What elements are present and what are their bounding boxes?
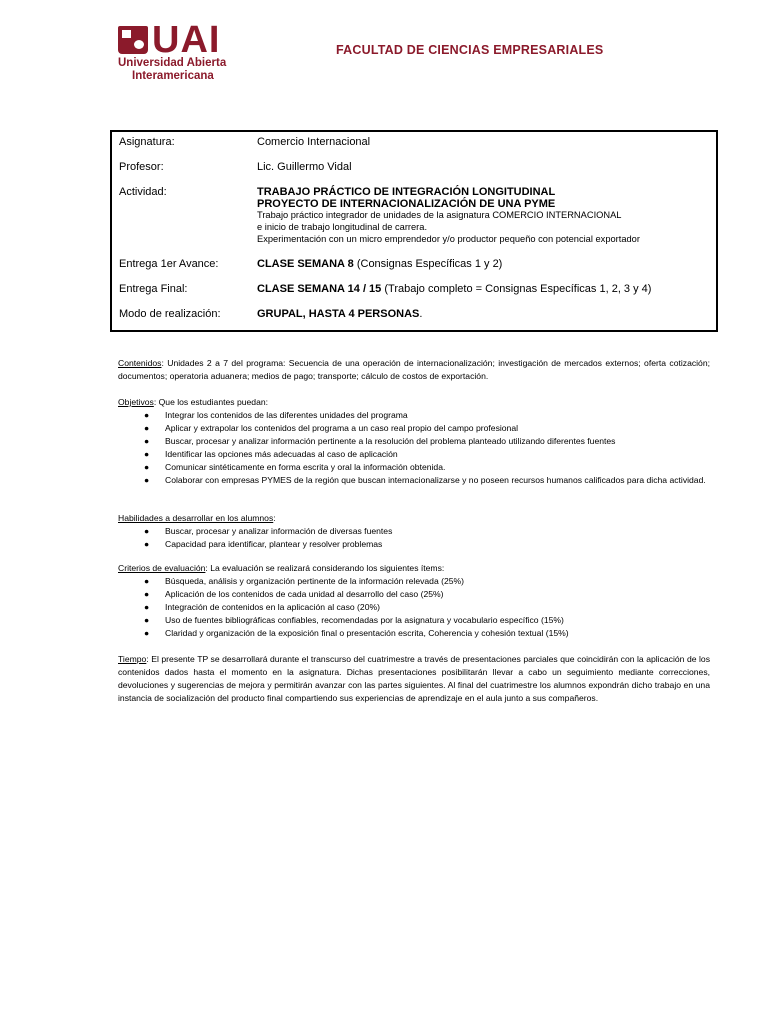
info-box <box>110 130 718 332</box>
final-rest: (Trabajo completo = Consignas Específicas 1, 2, 3 y 4) <box>381 283 652 295</box>
list-item: ● Buscar, procesar y analizar información de diversas fuentes <box>144 526 393 536</box>
contenidos-text: : Unidades 2 a 7 del programa: Secuencia de una operación de internacionalización; investigación de mercados externos; oferta cotización; documentos; operatoria aduanera; medios de pago; transporte; cálculo de costos de exportación. <box>118 358 710 381</box>
profesor-value: Lic. Guillermo Vidal <box>257 161 352 173</box>
tiempo-text: : El presente TP se desarrollará durante el transcurso del cuatrimestre a través de presentaciones parciales que coincidirán con la aplicación de los contenidos dados hasta el momento en la asignatura. Dichas presentaciones posibilitarán llevar a cabo un seguimiento mediante correcciones, devoluciones y sugerencias de mejora y permitirán avanzar con las partes siguientes. Al final del cuatrimestre los alumnos expondrán dicho trabajo en una instancia de socialización del producto final compartiendo sus experiencias de aprendizaje en el aula junto a sus compañeros. <box>118 654 710 703</box>
uai-logo <box>118 19 230 88</box>
faculty-title: FACULTAD DE CIENCIAS EMPRESARIALES <box>336 43 604 57</box>
list-item: ● Buscar, procesar y analizar información pertinente a la resolución del problema planteado utilizando diferentes fuentes <box>144 436 616 446</box>
asignatura-label: Asignatura: <box>119 136 175 148</box>
tiempo-label: Tiempo <box>118 654 147 664</box>
modo-bold: GRUPAL, HASTA 4 PERSONAS <box>257 308 420 320</box>
shield-icon <box>118 26 148 54</box>
criterios-label: Criterios de evaluación <box>118 563 206 573</box>
actividad-label: Actividad: <box>119 186 167 198</box>
section-objetivos <box>118 396 710 487</box>
actividad-desc-2: e inicio de trabajo longitudinal de carrera. <box>257 222 428 232</box>
list-item: ● Búsqueda, análisis y organización pertinente de la información relevada (25%) <box>144 576 465 586</box>
criterios-intro: : La evaluación se realizará considerando los siguientes ítems: <box>205 563 445 573</box>
actividad-title-1: TRABAJO PRÁCTICO DE INTEGRACIÓN LONGITUDINAL <box>257 186 556 198</box>
list-item: ● Integración de contenidos en la aplicación al caso (20%) <box>144 602 380 612</box>
list-item: ● Comunicar sintéticamente en forma escrita y oral la información obtenida. <box>144 462 446 472</box>
objetivos-intro: : Que los estudiantes puedan: <box>153 397 269 407</box>
list-item: ● Claridad y organización de la exposición final o presentación escrita, Coherencia y cohesión textual (15%) <box>144 628 569 638</box>
logo-line-2: Interamericana <box>132 70 214 82</box>
contenidos-label: Contenidos <box>118 358 162 368</box>
avance-bold: CLASE SEMANA 8 <box>257 258 354 270</box>
modo-label: Modo de realización: <box>119 308 221 320</box>
actividad-title-2: PROYECTO DE INTERNACIONALIZACIÓN DE UNA PYME <box>257 198 556 210</box>
avance-rest: (Consignas Específicas 1 y 2) <box>353 258 503 270</box>
list-item: ● Uso de fuentes bibliográficas confiables, recomendadas por la asignatura y vocabulario específico (15%) <box>144 615 564 625</box>
section-criterios <box>118 562 710 640</box>
habilidades-label: Habilidades a desarrollar en los alumnos <box>118 513 274 523</box>
asignatura-value: Comercio Internacional <box>257 136 371 148</box>
list-item: ● Colaborar con empresas PYMES de la región que buscan internacionalizarse y no poseen recursos humanos calificados para dicha actividad. <box>144 475 706 485</box>
objetivos-label: Objetivos <box>118 397 154 407</box>
logo-line-1: Universidad Abierta <box>118 57 227 69</box>
list-item: ● Identificar las opciones más adecuadas al caso de aplicación <box>144 449 398 459</box>
actividad-desc-1: Trabajo práctico integrador de unidades de la asignatura COMERCIO INTERNACIONAL <box>257 210 622 220</box>
modo-rest: . <box>419 308 423 320</box>
final-label: Entrega Final: <box>119 283 188 295</box>
section-habilidades <box>118 512 710 551</box>
section-contenidos <box>118 357 710 383</box>
final-bold: CLASE SEMANA 14 / 15 <box>257 283 382 295</box>
avance-label: Entrega 1er Avance: <box>119 258 219 270</box>
list-item: ● Aplicación de los contenidos de cada unidad al desarrollo del caso (25%) <box>144 589 444 599</box>
list-item: ● Integrar los contenidos de las diferentes unidades del programa <box>144 410 408 420</box>
logo-wordmark: UAI <box>152 19 221 61</box>
list-item: ● Aplicar y extrapolar los contenidos del programa a un caso real propio del campo profesional <box>144 423 519 433</box>
section-tiempo <box>118 653 710 705</box>
list-item: ● Capacidad para identificar, plantear y resolver problemas <box>144 539 383 549</box>
profesor-label: Profesor: <box>119 161 164 173</box>
habilidades-intro: : <box>273 513 276 523</box>
actividad-desc-3: Experimentación con un micro emprendedor y/o productor pequeño con potencial exportador <box>257 234 640 244</box>
